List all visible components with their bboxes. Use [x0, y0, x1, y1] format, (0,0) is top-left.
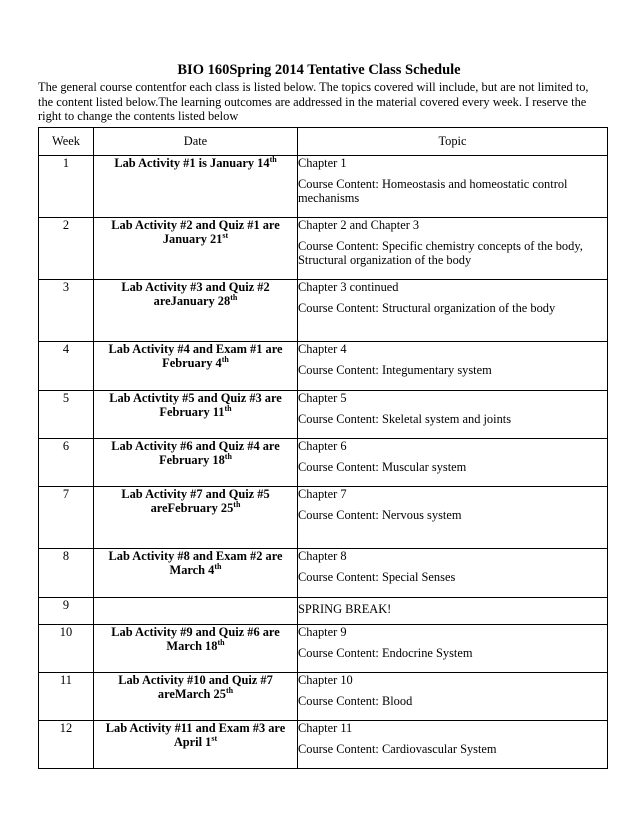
topic-cell — [298, 280, 608, 342]
week-number: 9 — [39, 598, 94, 625]
date-cell — [94, 625, 298, 673]
table-row — [39, 156, 608, 218]
date-text: Lab Activity #2 and Quiz #1 are January 21 — [111, 218, 280, 246]
topic-cell — [298, 391, 608, 439]
table-row — [39, 549, 608, 598]
week-number: 4 — [39, 342, 94, 391]
week-number: 5 — [39, 391, 94, 439]
date-text: Lab Activity #8 and Exam #2 are March 4 — [108, 549, 283, 577]
date-column-header: Date — [94, 128, 298, 156]
date-ordinal-suffix: th — [221, 354, 229, 364]
chapter-label: Chapter 3 continued — [298, 280, 399, 294]
date-text: Lab Activity #3 and Quiz #2 areJanuary 28 — [121, 280, 270, 308]
table-row — [39, 625, 608, 673]
topic-cell — [298, 625, 608, 673]
page-title: BIO 160Spring 2014 Tentative Class Schedule — [177, 62, 461, 78]
date-text: Lab Activity #7 and Quiz #5 areFebruary 25 — [121, 487, 270, 515]
table-row — [39, 342, 608, 391]
topic-cell — [298, 218, 608, 280]
date-ordinal-suffix: th — [269, 154, 277, 164]
topic-cell — [298, 156, 608, 218]
table-row — [39, 218, 608, 280]
topic-cell — [298, 598, 608, 625]
date-ordinal-suffix: th — [224, 451, 232, 461]
topic-cell — [298, 549, 608, 598]
chapter-label: Chapter 6 — [298, 439, 347, 453]
week-number: 10 — [39, 625, 94, 673]
chapter-label: Chapter 5 — [298, 391, 347, 405]
date-cell — [94, 218, 298, 280]
date-cell — [94, 156, 298, 218]
date-cell — [94, 342, 298, 391]
date-ordinal-suffix: th — [214, 561, 222, 571]
date-text: Lab Activity #11 and Exam #3 are April 1 — [105, 721, 286, 749]
topic-cell — [298, 439, 608, 487]
week-number: 7 — [39, 487, 94, 549]
week-number: 12 — [39, 721, 94, 769]
date-text: Lab Activity #9 and Quiz #6 are March 18 — [111, 625, 280, 653]
date-cell — [94, 549, 298, 598]
table-row — [39, 721, 608, 769]
date-ordinal-suffix: th — [230, 292, 238, 302]
table-row — [39, 487, 608, 549]
topic-column-header: Topic — [298, 128, 608, 156]
date-cell — [94, 391, 298, 439]
date-text: Lab Activity #6 and Quiz #4 are February 18 — [111, 439, 280, 467]
week-number: 11 — [39, 673, 94, 721]
chapter-label: Chapter 10 — [298, 673, 353, 687]
topic-cell — [298, 487, 608, 549]
table-header-row — [39, 128, 608, 156]
schedule-body — [39, 156, 608, 769]
chapter-label: Chapter 11 — [298, 721, 353, 735]
course-content-text: Course Content: Blood — [298, 693, 413, 708]
course-content-text: Course Content: Cardiovascular System — [298, 741, 497, 756]
topic-cell — [298, 342, 608, 391]
week-number: 8 — [39, 549, 94, 598]
course-content-text: Course Content: Structural organization of the body — [298, 300, 556, 315]
table-row — [39, 280, 608, 342]
date-ordinal-suffix: th — [224, 403, 232, 413]
date-cell — [94, 487, 298, 549]
week-number: 6 — [39, 439, 94, 487]
chapter-label: Chapter 8 — [298, 549, 347, 563]
chapter-label: SPRING BREAK! — [298, 602, 392, 616]
topic-cell — [298, 673, 608, 721]
table-row — [39, 673, 608, 721]
course-content-text: Course Content: Muscular system — [298, 459, 467, 474]
course-content-text: Course Content: Nervous system — [298, 507, 462, 522]
chapter-label: Chapter 2 and Chapter 3 — [298, 218, 420, 232]
date-ordinal-suffix: st — [222, 230, 229, 240]
intro-paragraph: The general course contentfor each class is listed below. The topics covered will include, but are not limited to, the content listed below.The learning outcomes are addressed in the material covered every week. I reserve the right to change the contents listed below — [38, 80, 589, 124]
date-cell — [94, 598, 298, 625]
course-content-text: Course Content: Skeletal system and joints — [298, 411, 512, 426]
course-content-text: Course Content: Homeostasis and homeostatic control mechanisms — [298, 176, 568, 205]
date-ordinal-suffix: th — [233, 499, 241, 509]
table-row — [39, 598, 608, 625]
week-number: 2 — [39, 218, 94, 280]
course-content-text: Course Content: Special Senses — [298, 569, 456, 584]
table-row — [39, 391, 608, 439]
chapter-label: Chapter 9 — [298, 625, 347, 639]
date-text: Lab Activity #10 and Quiz #7 areMarch 25 — [118, 673, 273, 701]
chapter-label: Chapter 7 — [298, 487, 347, 501]
schedule-table — [38, 127, 608, 769]
topic-cell — [298, 721, 608, 769]
week-number: 1 — [39, 156, 94, 218]
date-ordinal-suffix: th — [225, 685, 234, 695]
date-cell — [94, 439, 298, 487]
chapter-label: Chapter 4 — [298, 342, 347, 356]
date-cell — [94, 280, 298, 342]
week-number: 3 — [39, 280, 94, 342]
course-content-text: Course Content: Endocrine System — [298, 645, 473, 660]
date-ordinal-suffix: th — [217, 637, 225, 647]
date-text: Lab Activity #1 is January 14 — [114, 156, 270, 170]
date-cell — [94, 673, 298, 721]
date-text: Lab Activity #4 and Exam #1 are February 4 — [108, 342, 283, 370]
date-cell — [94, 721, 298, 769]
course-content-text: Course Content: Specific chemistry concepts of the body, Structural organization of the body — [298, 238, 583, 267]
week-column-header: Week — [39, 128, 94, 156]
date-text: Lab Activtity #5 and Quiz #3 are February 11 — [109, 391, 282, 419]
chapter-label: Chapter 1 — [298, 156, 347, 170]
date-ordinal-suffix: st — [211, 733, 218, 743]
course-content-text: Course Content: Integumentary system — [298, 362, 492, 377]
table-row — [39, 439, 608, 487]
